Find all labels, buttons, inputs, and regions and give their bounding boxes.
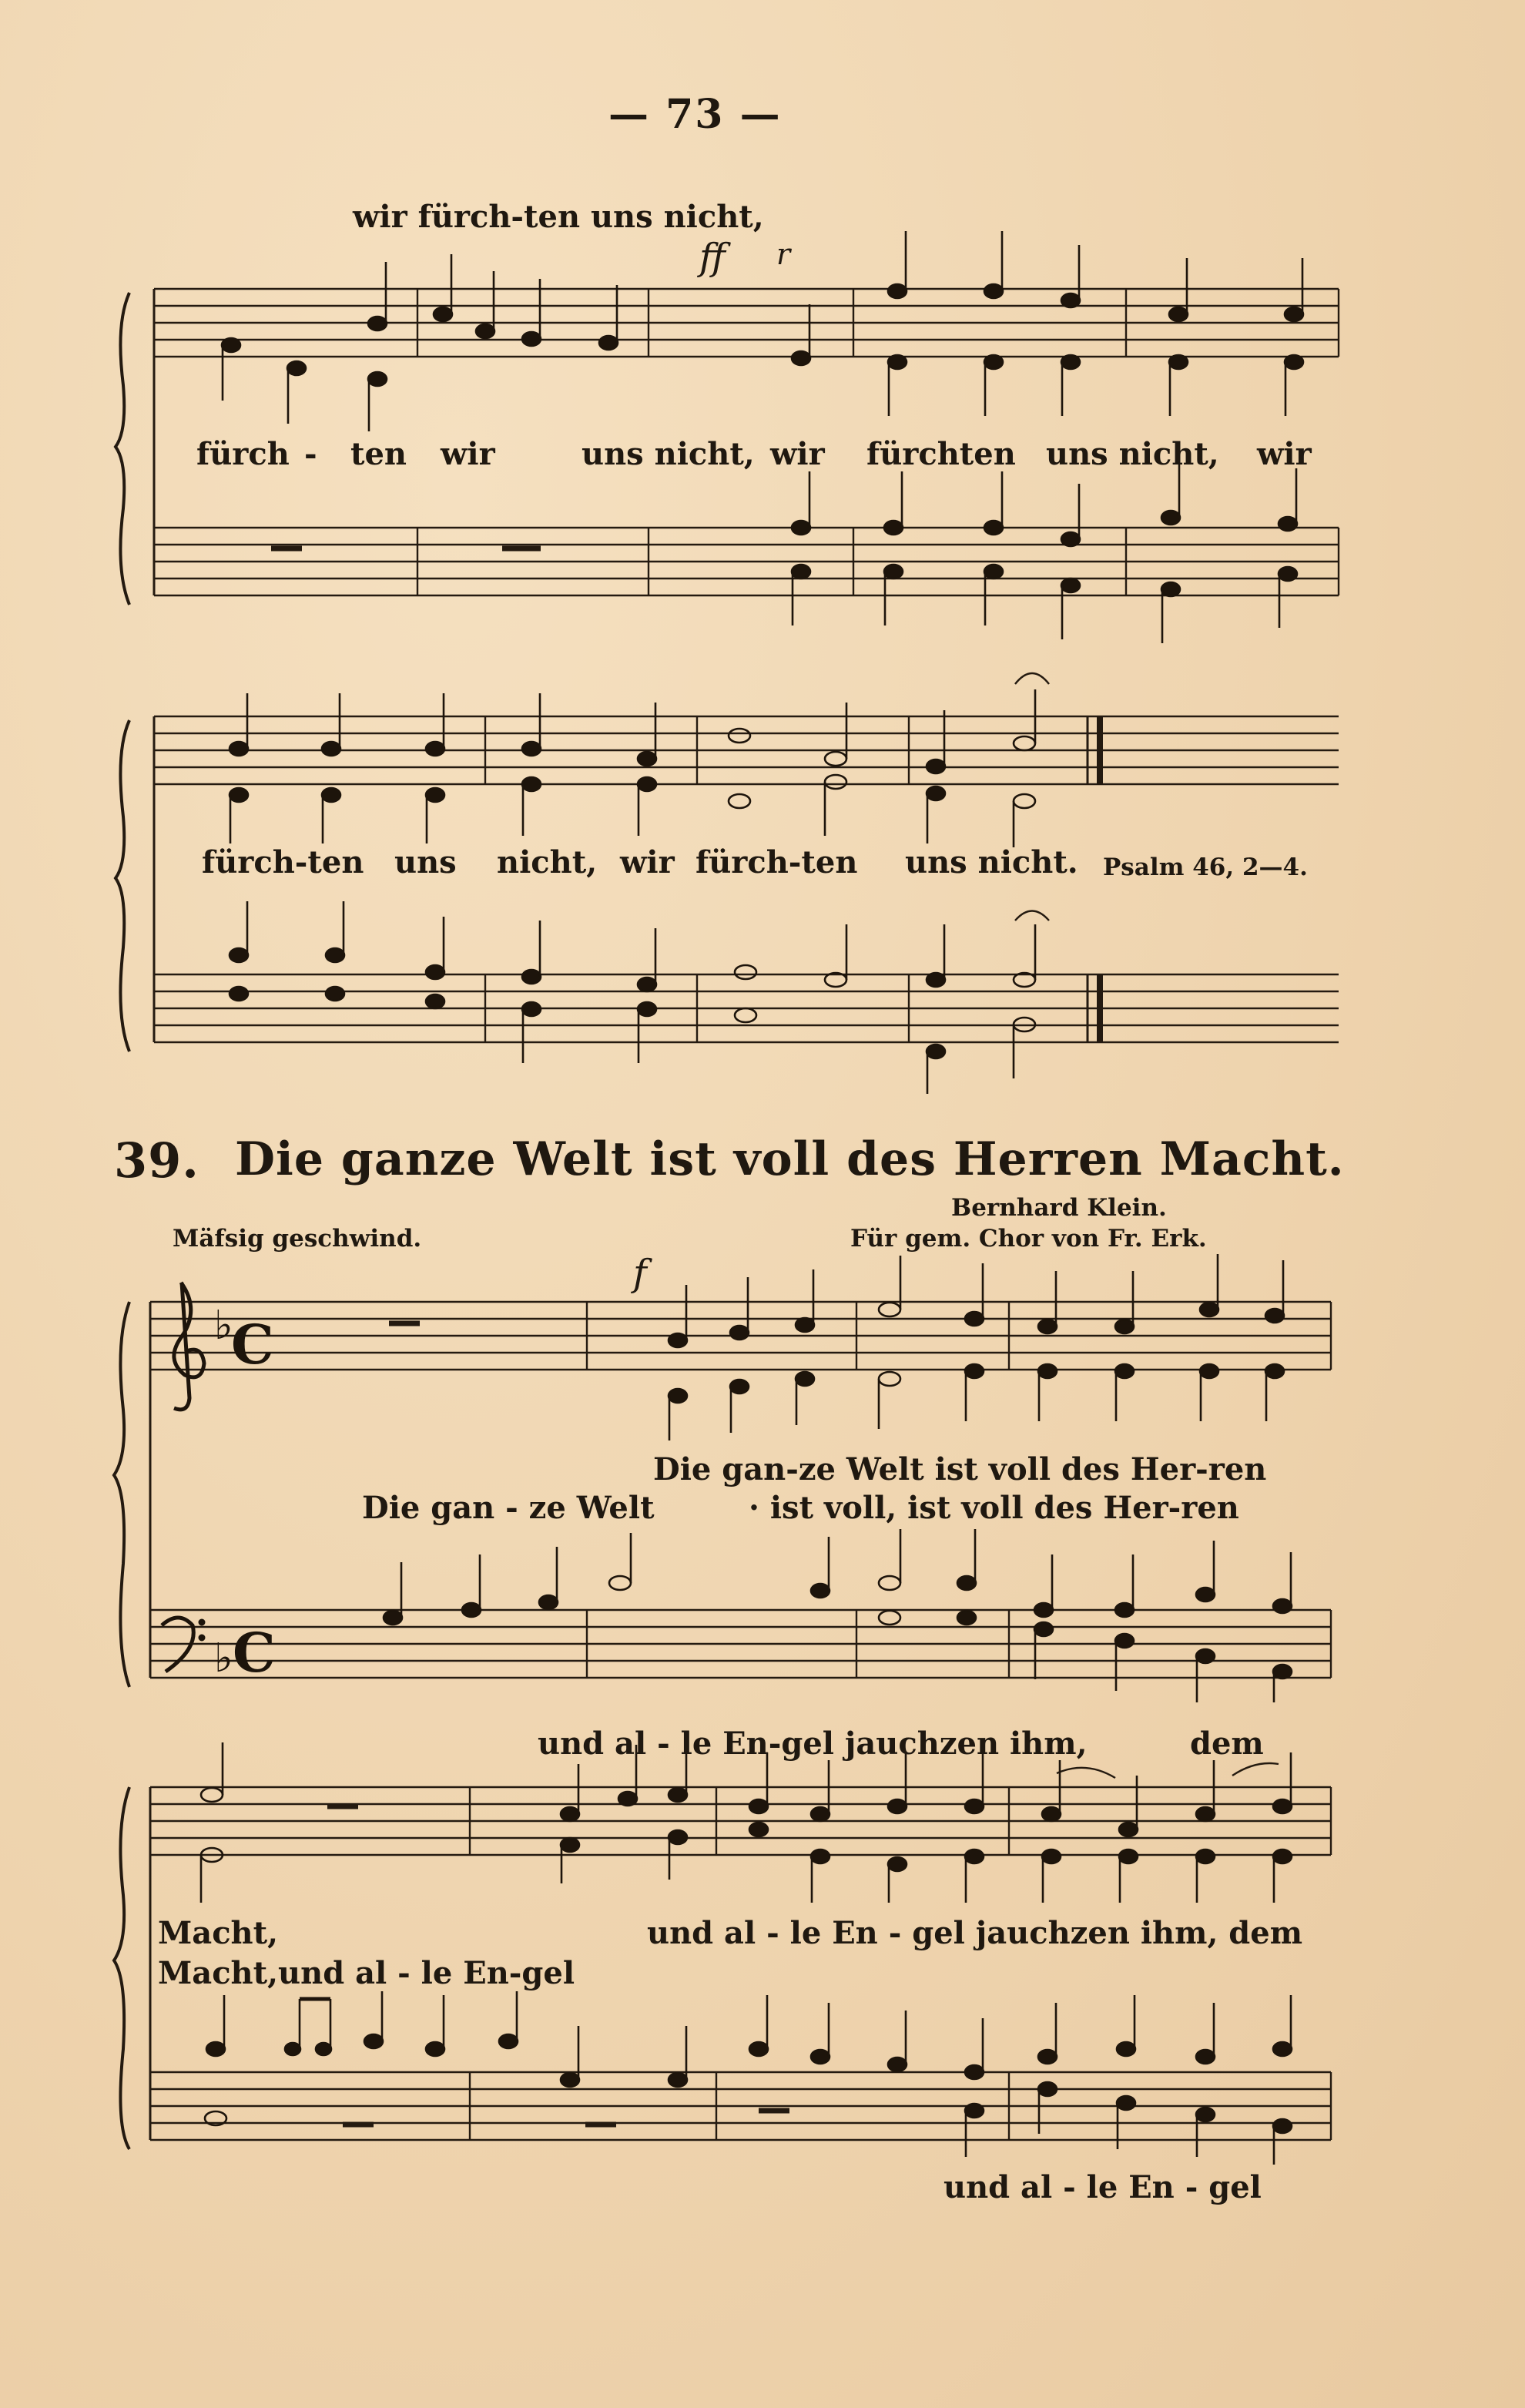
system1-top-lyric: wir fürch-ten uns nicht,	[353, 199, 764, 235]
arranger: Für gem. Chor von Fr. Erk.	[850, 1225, 1207, 1253]
system2-lyric-3: nicht,	[497, 844, 598, 880]
system2-lyric-1: fürch-ten	[202, 844, 364, 880]
system1-lyric-2: -	[304, 436, 317, 472]
dynamic-r: r	[776, 237, 791, 271]
psalm-reference: Psalm 46, 2—4.	[1103, 854, 1308, 881]
svg-text:C: C	[231, 1313, 274, 1377]
system3-upper-lyric: Die gan-ze Welt ist voll des Her-ren	[653, 1451, 1267, 1487]
system3-lower-lyric-2: · ist voll, ist voll des Her-ren	[749, 1490, 1239, 1526]
system1-lyric-3: ten	[350, 436, 407, 472]
composer: Bernhard Klein.	[951, 1194, 1167, 1222]
system1-lyric-5: uns nicht,	[582, 436, 755, 472]
system4-bottom-lyric: und al - le En - gel	[943, 2169, 1262, 2205]
song-title: Die ganze Welt ist voll des Herren Macht.	[235, 1132, 1345, 1186]
system2-lyric-4: wir	[620, 844, 675, 880]
system4-mid-lyric-2: und al - le En - gel jauchzen ihm, dem	[647, 1915, 1303, 1951]
page-number: — 73 —	[608, 91, 782, 138]
system3-lower-lyric-1: Die gan - ze Welt	[362, 1490, 655, 1526]
system4-mid-lyric-1: Macht,	[158, 1915, 279, 1951]
svg-text:♭: ♭	[214, 1635, 233, 1682]
system1-staff-lower	[154, 528, 1339, 595]
tempo-marking: Mäfsig geschwind.	[173, 1225, 422, 1253]
system2-lyric-5: fürch-ten	[695, 844, 858, 880]
system1-lyric-4: wir	[441, 436, 495, 472]
system1-lyric-6: wir	[770, 436, 825, 472]
system2-lyric-2: uns	[394, 844, 457, 880]
dynamic-ff: ff	[699, 236, 726, 279]
system4-top-lyric-end: dem	[1190, 1726, 1264, 1762]
system1-lyric-8: uns nicht,	[1046, 436, 1219, 472]
system1-staff-upper	[154, 289, 1339, 357]
system2-lyric-6: uns nicht.	[905, 844, 1078, 880]
svg-text:C: C	[233, 1621, 276, 1685]
system1-lyric-7: fürchten	[866, 436, 1016, 472]
system1-lyric-1: fürch	[196, 436, 290, 472]
system4-top-lyric: und al - le En-gel jauchzen ihm,	[538, 1726, 1088, 1762]
song-number: 39.	[114, 1132, 199, 1189]
system1-lyric-9: wir	[1257, 436, 1312, 472]
dynamic-f: f	[633, 1252, 647, 1295]
system4-mid-lyric-3: Macht,und al - le En-gel	[158, 1955, 575, 1991]
svg-text:♭: ♭	[214, 1303, 233, 1349]
